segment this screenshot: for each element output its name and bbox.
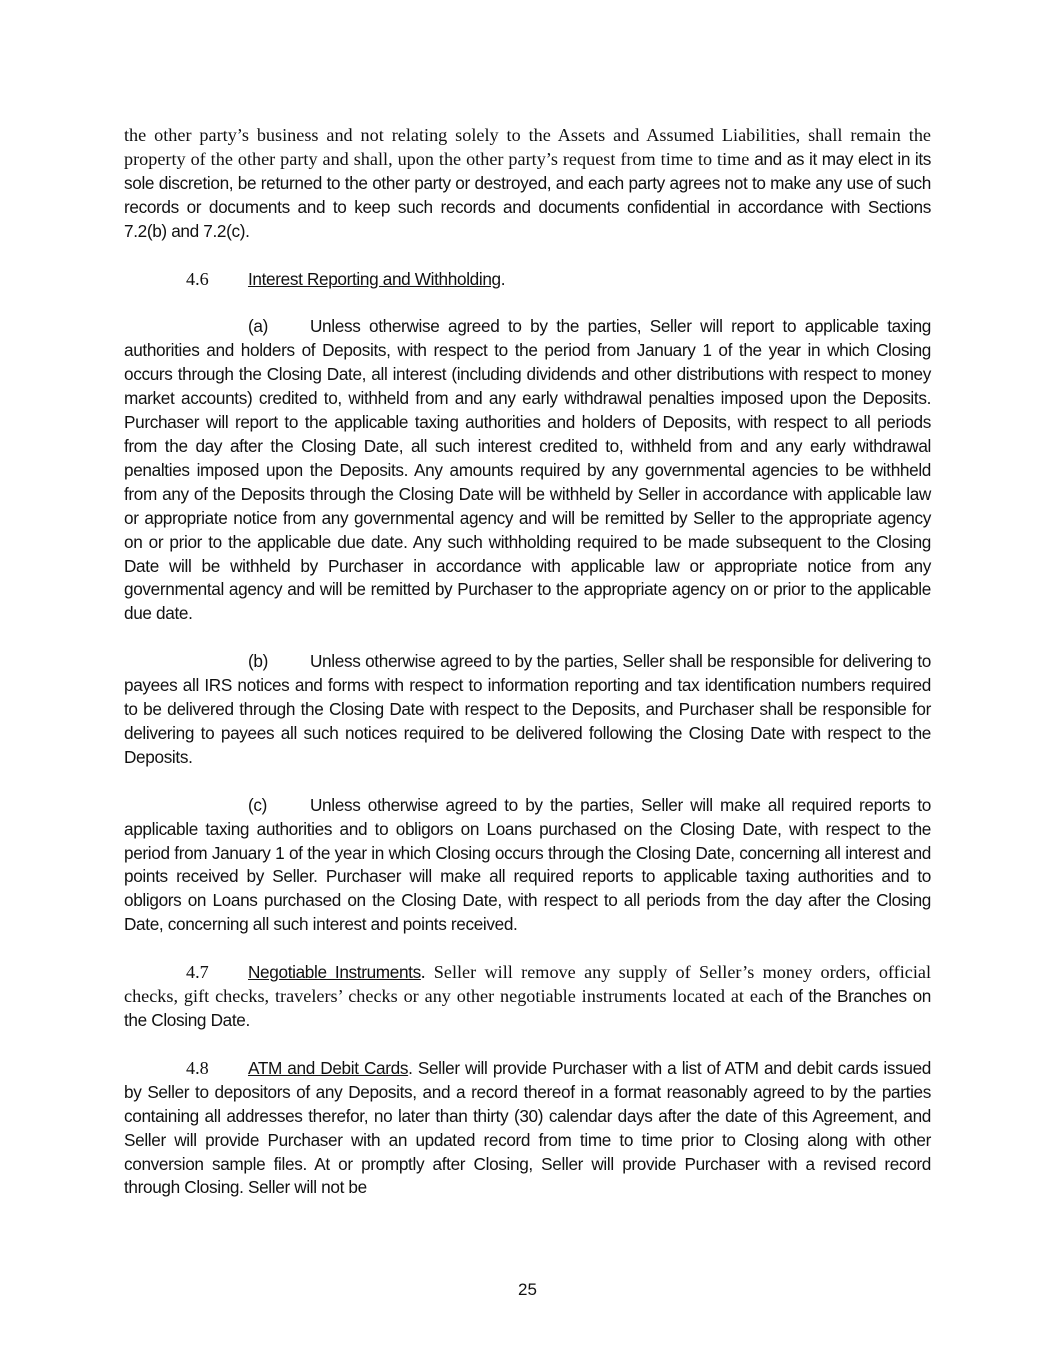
section-sans-text: of the Branches on the Closing Date. bbox=[124, 986, 931, 1030]
continuation-sans-text: and as it may elect in its sole discretion, be returned to the other party or destroyed, and each party agrees not to make any use of such records or documents and to keep such records and documents confidential in accordance with Sections 7.2(b) and 7.2(c). bbox=[124, 148, 932, 241]
subsection-label: (a) bbox=[248, 316, 268, 337]
subsection-text: Unless otherwise agreed to by the parties, Seller will make all required reports to applicable taxing authorities and to obligors on Loans purchased on the Closing Date, with respect to the period from January 1 of the year in which Closing occurs through the Closing Date, concerning all interest and points received by Seller. Purchaser will make all required reports to applicable taxing authorities and to obligors on Loans purchased on the Closing Date, with respect to all periods from the day after the Closing Date, concerning all such interest and points received. bbox=[124, 794, 931, 935]
document-page bbox=[124, 124, 931, 1200]
section-4-8 bbox=[124, 1057, 931, 1200]
continuation-paragraph bbox=[124, 124, 931, 244]
section-4-7 bbox=[124, 961, 931, 1033]
section-number: 4.6 bbox=[186, 268, 209, 289]
section-4-6-a bbox=[124, 315, 931, 626]
section-number: 4.7 bbox=[186, 962, 209, 983]
subsection-text: Unless otherwise agreed to by the parties, Seller will report to applicable taxing authorities and holders of Deposits, with respect to the period from January 1 of the year in which Closing occurs through the Closing Date, all interest (including dividends and other distributions with respect to money market accounts) credited to, withheld from and any early withdrawal penalties imposed upon the Deposits. Purchaser will report to the applicable taxing authorities and holders of Deposits, with respect to all periods from the day after the Closing Date, all such interest credited to, withheld from and any early withdrawal penalties imposed upon the Deposits. Any amounts required by any governmental agencies to be withheld from any of the Deposits through the Closing Date will be withheld by Seller in accordance with applicable law or appropriate notice from any governmental agency and will be remitted by Seller to the appropriate agency on or prior to the applicable due date. Any such withholding required to be made subsequent to the Closing Date will be withheld by Purchaser in accordance with applicable law or appropriate notice from any governmental agency and will be remitted by Purchaser to the appropriate agency on or prior to the applicable due date. bbox=[124, 316, 931, 624]
section-4-6-b bbox=[124, 650, 931, 770]
section-title: Interest Reporting and Withholding bbox=[248, 268, 501, 289]
section-title: ATM and Debit Cards bbox=[248, 1057, 409, 1078]
section-number: 4.8 bbox=[186, 1057, 209, 1078]
section-title: Negotiable Instruments bbox=[248, 962, 421, 983]
page-number: 25 bbox=[518, 1280, 537, 1299]
section-serif-text: . Seller will remove any supply of Seller’s money orders, official checks, gift checks, travelers’ checks or any other negotiable instruments located at each bbox=[124, 962, 932, 1007]
subsection-label: (b) bbox=[248, 651, 268, 672]
section-title-period: . bbox=[500, 268, 506, 289]
subsection-label: (c) bbox=[248, 794, 267, 815]
section-4-6-heading bbox=[124, 268, 931, 292]
continuation-serif-text: the other party’s business and not relating solely to the Assets and Assumed Liabilities, shall remain the property of the other party and shall, upon the other party’s request from time to time bbox=[124, 125, 931, 169]
section-text: . Seller will provide Purchaser with a list of ATM and debit cards issued by Seller to depositors of any Deposits, and a record thereof in a format reasonably agreed to by the parties containing all addresses therefor, no later than thirty (30) calendar days after the date of this Agreement, and Seller will provide Purchaser with an updated record from time to time prior to Closing along with other conversion sample files. At or promptly after Closing, Seller will provide Purchaser with a revised record through Closing. Seller will not be bbox=[124, 1057, 931, 1198]
section-4-6-c bbox=[124, 794, 931, 937]
subsection-text: Unless otherwise agreed to by the parties, Seller shall be responsible for delivering to payees all IRS notices and forms with respect to information reporting and tax identification numbers required to be delivered through the Closing Date with respect to the Deposits, and Purchaser shall be responsible for delivering to payees all such notices required to be delivered following the Closing Date with respect to the Deposits. bbox=[124, 651, 931, 767]
